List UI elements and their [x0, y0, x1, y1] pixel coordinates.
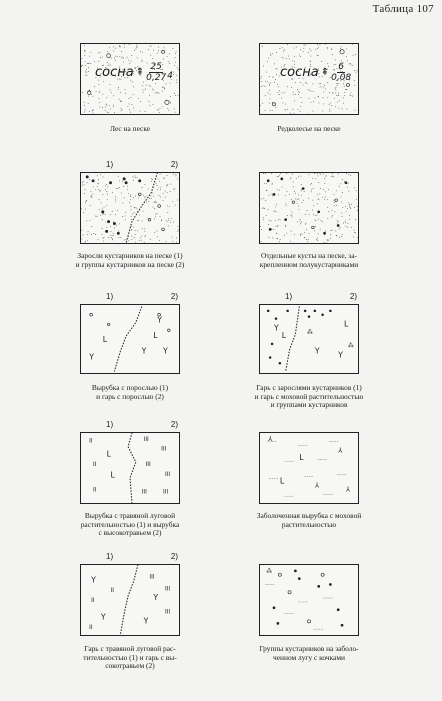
svg-text:L: L — [153, 331, 158, 341]
caption: Отдельные кусты на песке, за- крепленном полукустарниками — [259, 251, 359, 269]
svg-text:⁂: ⁂ — [266, 568, 273, 575]
map-shrubs-on-swampy-meadow — [259, 564, 359, 636]
svg-text:L: L — [281, 331, 287, 341]
cell-forest-on-sand — [80, 43, 180, 143]
mark-1: 1) — [106, 420, 114, 429]
cell-burn-with-shrubs — [254, 292, 364, 412]
svg-text:III: III — [149, 574, 155, 581]
meadow-symbols — [81, 433, 179, 503]
svg-text:L: L — [102, 334, 108, 344]
swamp-shrub-symbols — [260, 565, 358, 635]
svg-text:L: L — [106, 449, 111, 459]
svg-text:L: L — [279, 476, 285, 486]
svg-text:Y: Y — [89, 352, 94, 362]
svg-text:Y: Y — [163, 346, 168, 356]
caption: Заросли кустарников на песке (1) и группы кустарников на песке (2) — [75, 251, 185, 269]
species-name: сосна — [280, 65, 319, 80]
svg-text:⅄: ⅄ — [314, 481, 319, 490]
map-sparse-forest-on-sand — [259, 43, 359, 115]
svg-text:III: III — [165, 609, 171, 616]
shrub-pattern — [81, 173, 179, 243]
cell-burn-meadow — [80, 552, 180, 682]
svg-text:II: II — [93, 462, 97, 469]
mark-2: 2) — [170, 292, 178, 301]
map-swampy-clearing — [259, 432, 359, 504]
cell-shrubs-on-sand — [75, 160, 185, 280]
fraction-numerator: 25 — [150, 62, 162, 72]
page-header: Таблица 107 — [372, 3, 434, 15]
cell-single-shrubs — [259, 160, 359, 280]
svg-text:⁂: ⁂ — [347, 343, 354, 350]
svg-text:II: II — [89, 438, 93, 445]
svg-text:⅄: ⅄ — [338, 446, 343, 455]
svg-text:III: III — [165, 586, 171, 593]
swamp-symbols — [260, 433, 358, 503]
map-clearing-meadow — [80, 432, 180, 504]
forest-label — [280, 62, 351, 83]
forest-fraction — [331, 62, 351, 83]
burn-symbols — [260, 305, 358, 373]
caption: Лес на песке — [109, 124, 151, 133]
svg-text:L: L — [299, 453, 304, 463]
svg-text:⅄: ⅄ — [268, 434, 273, 443]
svg-text:III: III — [143, 436, 149, 443]
tree-icon: ⇞ — [320, 67, 330, 78]
cell-sparse-forest-on-sand — [259, 43, 359, 143]
mark-2: 2) — [349, 292, 357, 301]
svg-text:Y: Y — [274, 323, 279, 333]
svg-text:L: L — [343, 319, 349, 329]
svg-text:II: II — [91, 597, 95, 604]
caption: Вырубка с порослью (1) и гарь с порослью (2) — [91, 383, 169, 401]
svg-text:III: III — [165, 471, 171, 478]
svg-text:Y: Y — [141, 346, 147, 356]
caption: Группы кустарников на заболо- ченном лугу с кочками — [259, 644, 359, 662]
map-forest-on-sand — [80, 43, 180, 115]
svg-text:Y: Y — [157, 315, 162, 325]
caption: Редколесье на песке — [277, 124, 341, 133]
mark-2: 2) — [170, 420, 178, 429]
svg-text:⁂: ⁂ — [307, 330, 313, 337]
svg-text:Y: Y — [91, 575, 96, 585]
forest-label — [95, 62, 173, 83]
cell-clearing-meadow — [80, 420, 180, 550]
map-single-shrubs — [259, 172, 359, 244]
mark-1: 1) — [106, 552, 114, 561]
svg-text:Y: Y — [143, 616, 149, 626]
map-burn-meadow — [80, 564, 180, 636]
svg-text:Y: Y — [314, 346, 320, 356]
fraction-numerator: 6 — [338, 62, 344, 72]
caption: Гарь с травяной луговой рас- тительностью (1) и гарь с вы- сокотравьем (2) — [83, 644, 177, 671]
mark-2: 2) — [170, 552, 178, 561]
tree-icon: ⇞ — [135, 67, 145, 78]
mark-1: 1) — [106, 292, 114, 301]
fraction-denominator: 0,08 — [331, 73, 352, 83]
mark-1: 1) — [285, 292, 293, 301]
caption: Заболоченная вырубка с моховой растительностью — [256, 511, 362, 529]
svg-text:II: II — [93, 487, 97, 494]
svg-text:Y: Y — [153, 593, 159, 602]
svg-text:III: III — [163, 489, 169, 496]
mark-1: 1) — [106, 160, 114, 169]
mark-2: 2) — [170, 160, 178, 169]
caption: Гарь с зарослями кустарников (1) и гарь с моховой растительностью и группами кустарников — [254, 383, 364, 410]
svg-text:II: II — [110, 588, 115, 595]
svg-text:III: III — [161, 446, 167, 453]
species-name: сосна — [95, 65, 134, 80]
map-shrubs-on-sand — [80, 172, 180, 244]
svg-text:III: III — [145, 462, 151, 469]
svg-text:⅄: ⅄ — [345, 485, 351, 494]
fraction-denominator: 0,27 — [146, 73, 167, 83]
svg-text:Y: Y — [338, 350, 343, 360]
fraction-extra: 4 — [167, 70, 173, 81]
svg-text:II: II — [89, 625, 93, 632]
shrub-pattern — [260, 173, 358, 243]
burn-meadow-symbols — [81, 565, 179, 635]
svg-text:Y: Y — [100, 612, 106, 622]
forest-fraction — [146, 62, 166, 83]
map-burn-with-shrubs — [259, 304, 359, 374]
map-clearing-with-growth — [80, 304, 180, 374]
svg-text:L: L — [110, 470, 115, 480]
caption: Вырубка с травяной луговой растительностью (1) и вырубка с высокотравьем (2) — [80, 511, 180, 538]
cell-swampy-clearing — [256, 420, 362, 550]
growth-symbols — [81, 305, 179, 373]
cell-shrubs-on-swampy-meadow — [259, 552, 359, 682]
svg-text:III: III — [141, 489, 147, 496]
cell-clearing-with-growth — [80, 292, 180, 412]
